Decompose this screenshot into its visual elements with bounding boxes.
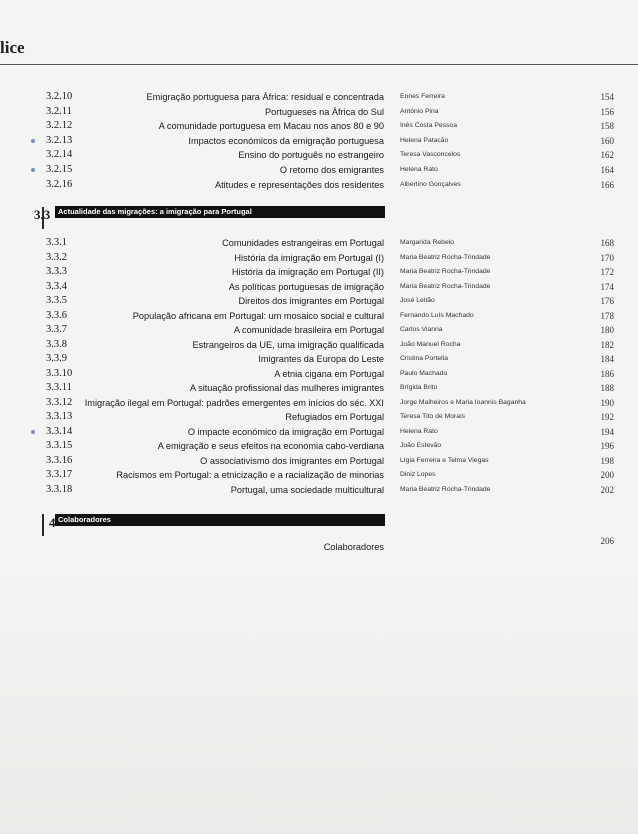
toc-author: António Pina [400, 107, 439, 115]
toc-row [0, 483, 638, 497]
toc-page: 156 [600, 106, 614, 117]
toc-author: Jorge Malheiros e Maria Ioannis Baganha [400, 398, 526, 406]
toc-number: 3.3.10 [46, 367, 73, 379]
section-heading: Actualidade das migrações: a imigração para Portugal [58, 207, 252, 216]
toc-page: 200 [600, 470, 614, 480]
toc-page: 154 [600, 92, 614, 102]
toc-author: Lígia Ferreira e Telma Viegas [400, 456, 489, 464]
toc-row [0, 90, 638, 104]
toc-row [0, 294, 638, 308]
toc-row [0, 119, 638, 133]
toc-title: As políticas portuguesas de imigração [228, 281, 384, 292]
toc-page: 180 [600, 325, 614, 335]
toc-row [0, 338, 638, 352]
toc-page: 202 [600, 484, 614, 495]
toc-author: Carlos Vianna [400, 326, 443, 333]
toc-title: Impactos económicos da emigração portuguesa [188, 135, 384, 146]
toc-number: 3.3.15 [46, 440, 73, 451]
toc-author: Helena Rato [400, 166, 438, 173]
toc-row [0, 468, 638, 482]
toc-title: Ensino do português no estrangeiro [238, 150, 384, 161]
toc-page: 192 [600, 412, 614, 422]
toc-author: Inês Costa Pessoa [400, 122, 458, 130]
section-tick [42, 514, 44, 536]
toc-page: 188 [600, 383, 614, 393]
toc-row [0, 148, 638, 162]
toc-title: A etnia cigana em Portugal [274, 368, 384, 379]
header-rule [0, 64, 638, 65]
toc-title: Imigração ilegal em Portugal: padrões emergentes em inícios do séc. XXI [84, 397, 384, 408]
toc-page: 190 [600, 397, 614, 408]
toc-page: 168 [600, 238, 614, 248]
toc-author: José Leitão [400, 297, 435, 304]
toc-title: Emigração portuguesa para África: residual e concentrada [146, 92, 384, 102]
toc-title: Portugueses na África do Sul [265, 106, 384, 117]
toc-number: 3.2.13 [46, 134, 73, 146]
toc-number: 3.3.16 [46, 454, 73, 466]
toc-page: 158 [600, 121, 614, 132]
toc-row [0, 381, 638, 395]
toc-author: Maria Beatriz Rocha-Trindade [400, 282, 491, 290]
toc-number: 3.3.11 [46, 382, 72, 393]
margin-mark [31, 139, 35, 143]
toc-number: 3.2.14 [46, 149, 73, 161]
toc-page: 194 [600, 426, 614, 437]
toc-title: A comunidade brasileira em Portugal [233, 325, 384, 335]
toc-author: Ennes Ferreira [400, 93, 445, 100]
toc-row [0, 265, 638, 279]
toc-author: Maria Beatriz Rocha-Trindade [400, 485, 491, 493]
bleed-through-texture [0, 560, 638, 834]
toc-page: 186 [600, 368, 614, 379]
toc-title: Imigrantes da Europa do Leste [258, 354, 384, 364]
toc-number: 3.3.7 [46, 324, 67, 335]
toc-author: Maria Beatriz Rocha-Trindade [400, 253, 491, 261]
section-heading-bar [55, 514, 385, 526]
toc-page: 198 [600, 455, 614, 466]
toc-author: Helena Patacão [400, 136, 449, 144]
toc-page: 162 [600, 150, 614, 161]
toc-page: 164 [600, 165, 614, 175]
toc-row [0, 367, 638, 381]
toc-row [0, 178, 638, 192]
margin-mark [31, 168, 35, 172]
toc-title: História da imigração em Portugal (II) [231, 267, 384, 277]
section-number: 4 [49, 515, 56, 530]
toc-number: 3.3.4 [46, 280, 67, 292]
toc-number: 3.3.3 [46, 266, 67, 277]
toc-title: Racismos em Portugal: a etnicização e a racialização de minorias [116, 470, 384, 480]
toc-number: 3.2.11 [46, 105, 72, 117]
toc-row [0, 439, 638, 453]
toc-row [0, 425, 638, 439]
toc-row [0, 134, 638, 148]
toc-number: 3.3.13 [46, 411, 73, 422]
toc-number: 3.3.5 [46, 295, 67, 306]
toc-title: O retorno dos emigrantes [279, 165, 384, 175]
toc-author: Brígida Brito [400, 384, 438, 391]
toc-number: 3.2.15 [46, 164, 73, 175]
section-heading-bar [55, 206, 385, 218]
toc-page: 160 [600, 135, 614, 146]
toc-number: 3.3.8 [46, 338, 67, 350]
toc-title: História da imigração em Portugal (I) [234, 252, 384, 263]
toc-row [0, 105, 638, 119]
toc-title: Refugiados em Portugal [285, 412, 384, 422]
toc-title: Colaboradores [323, 542, 384, 552]
margin-mark [31, 430, 35, 434]
toc-author: João Manuel Rocha [400, 340, 461, 348]
toc-title: A comunidade portuguesa em Macau nos anos 80 e 90 [158, 121, 384, 132]
toc-author: Diniz Lopes [400, 471, 436, 478]
toc-author: João Estevão [400, 442, 442, 449]
section-number: 3.3 [34, 207, 51, 222]
toc-row [0, 251, 638, 265]
toc-page: 166 [600, 179, 614, 190]
toc-number: 3.3.2 [46, 251, 67, 263]
toc-author: Teresa Vasconcelos [400, 151, 461, 159]
toc-author: Teresa Tito de Morais [400, 413, 465, 420]
toc-number: 3.3.17 [46, 469, 73, 480]
toc-number: 3.3.9 [46, 353, 67, 364]
toc-title: Portugal, uma sociedade multicultural [230, 484, 384, 495]
toc-page: 206 [600, 536, 614, 546]
toc-row [0, 309, 638, 323]
toc-number: 3.3.18 [46, 483, 73, 495]
toc-page: 174 [600, 281, 614, 292]
toc-title: O impacte económico da imigração em Portugal [187, 426, 384, 437]
toc-page: 178 [600, 310, 614, 321]
toc-row [0, 163, 638, 177]
toc-author: Maria Beatriz Rocha-Trindade [400, 268, 491, 275]
toc-title: Comunidades estrangeiras em Portugal [222, 238, 384, 248]
toc-row [0, 536, 638, 554]
toc-row [0, 280, 638, 294]
toc-title: População africana em Portugal: um mosaico social e cultural [132, 310, 384, 321]
toc-number: 3.2.10 [46, 91, 73, 102]
toc-page: 196 [600, 441, 614, 451]
toc-title: Estrangeiros da UE, uma imigração qualificada [192, 339, 384, 350]
toc-number: 3.3.14 [46, 425, 73, 437]
section-heading: Colaboradores [58, 515, 111, 524]
toc-page: 172 [600, 267, 614, 277]
toc-page: 176 [600, 296, 614, 306]
toc-author: Margarida Rebelo [400, 239, 455, 246]
toc-author: Fernando Luís Machado [400, 311, 474, 319]
toc-row [0, 410, 638, 424]
toc-author: Helena Rato [400, 427, 438, 435]
toc-row [0, 236, 638, 250]
running-header: lice [0, 38, 25, 57]
toc-title: O associativismo dos imigrantes em Portugal [200, 455, 384, 466]
toc-page: 184 [600, 354, 614, 364]
toc-number: 3.3.12 [46, 396, 73, 408]
toc-title: Atitudes e representações dos residentes [214, 179, 384, 190]
toc-author: Albertino Gonçalves [400, 180, 461, 188]
toc-author: Paulo Machado [400, 369, 448, 377]
toc-row [0, 352, 638, 366]
toc-author: Cristina Portella [400, 355, 448, 362]
toc-number: 3.2.12 [46, 120, 73, 132]
toc-page: 170 [600, 252, 614, 263]
toc-number: 3.3.6 [46, 309, 67, 321]
toc-row [0, 454, 638, 468]
toc-title: A situação profissional das mulheres imigrantes [189, 383, 384, 393]
toc-row [0, 323, 638, 337]
toc-row [0, 396, 638, 410]
toc-title: Direitos dos imigrantes em Portugal [238, 296, 384, 306]
toc-number: 3.3.1 [46, 237, 67, 248]
toc-number: 3.2.16 [46, 178, 73, 190]
toc-page: 182 [600, 339, 614, 350]
toc-title: A emigração e seus efeitos na economia cabo-verdiana [157, 441, 384, 451]
